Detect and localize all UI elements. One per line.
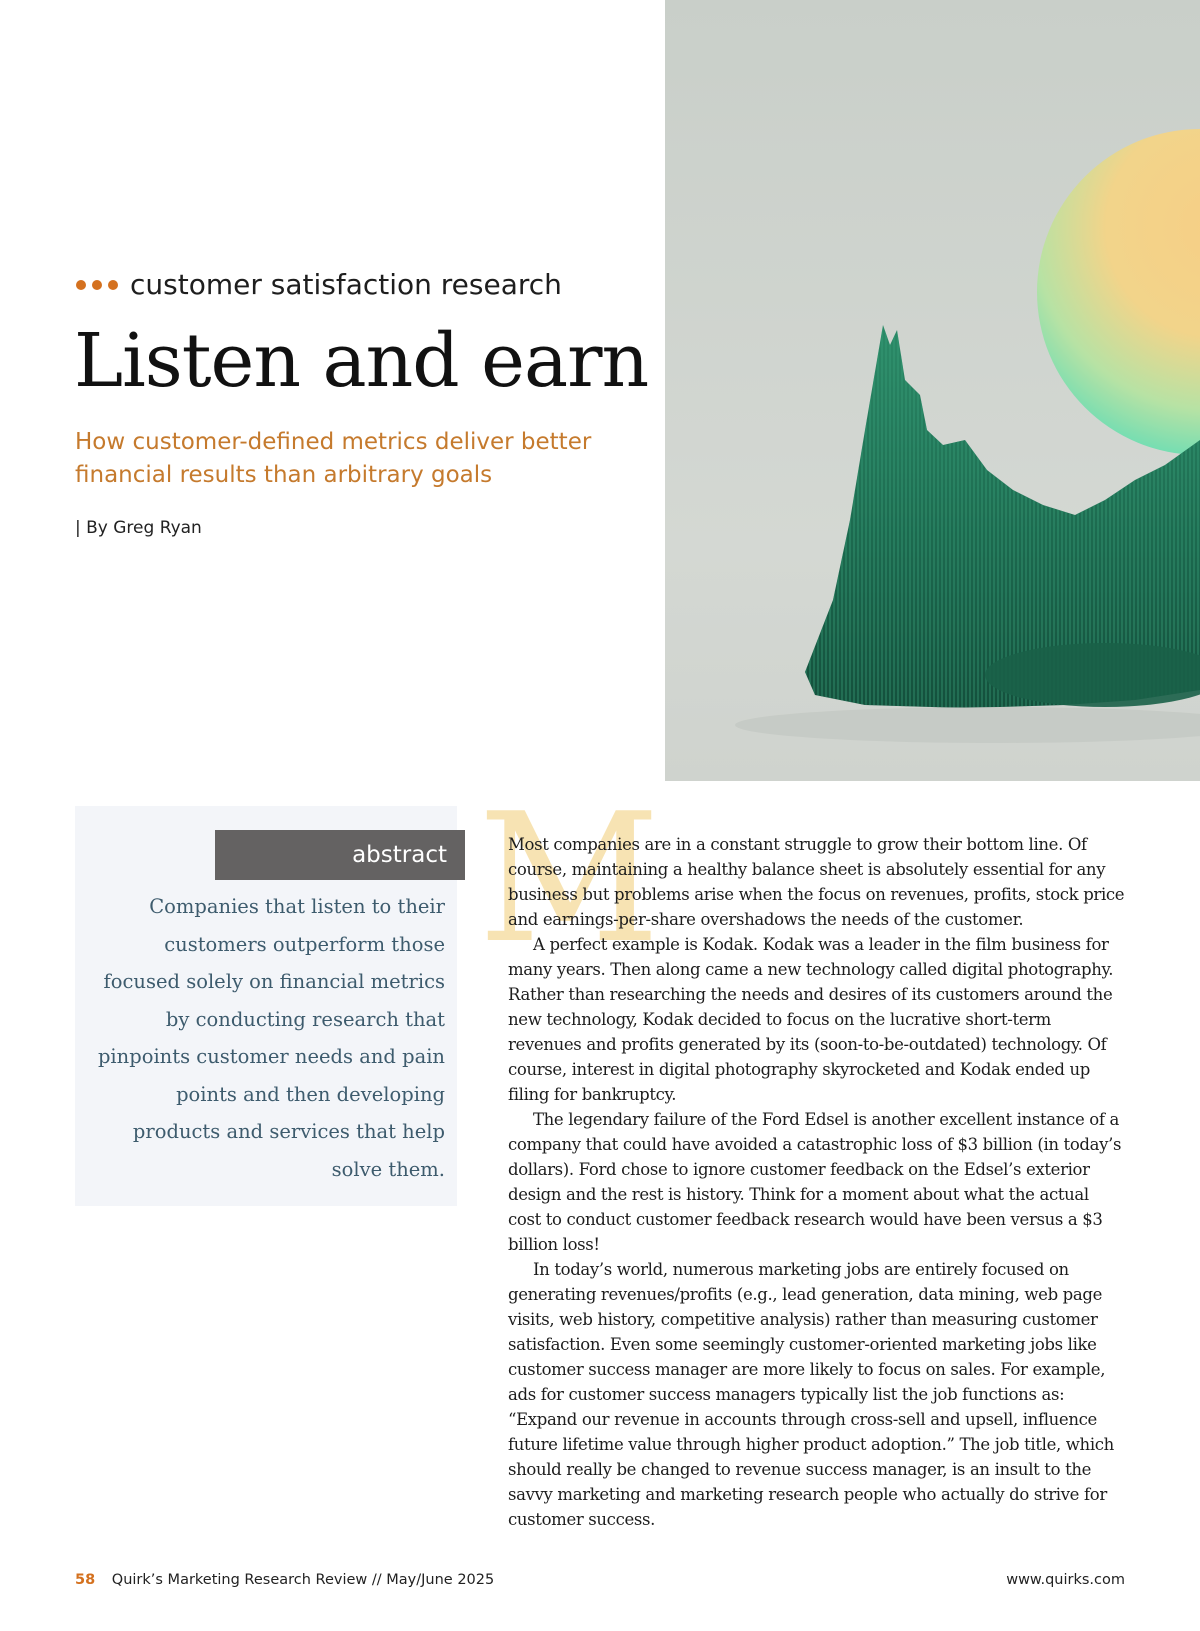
bullet-dots-icon (76, 280, 118, 290)
article-subtitle: How customer-defined metrics deliver better financial results than arbitrary goals (75, 429, 592, 488)
abstract-text: Companies that listen to their customers outperform those focused solely on financial metrics by conducting research that pinpoints customer needs and pain points and then developing products and services that help solve them. (97, 895, 445, 1181)
kicker-text: customer satisfaction research (130, 268, 562, 301)
abstract-label (215, 830, 465, 880)
abstract-label-text: abstract (352, 842, 447, 868)
green-landscape-illustration (665, 0, 1200, 781)
drop-cap: M (478, 775, 661, 982)
sphere-shape (1037, 129, 1200, 455)
body-paragraph: The legendary failure of the Ford Edsel is another excellent instance of a company that could have avoided a catastrophic loss of $3 billion (in today’s dollars). Ford chose to ignore customer feedback on the Edsel’s exterior design and the rest is history. Think for a moment about what the actual cost to conduct customer feedback research would have been versus a $3 billion loss! (508, 1110, 1122, 1254)
author-byline: | By Greg Ryan (75, 518, 202, 538)
publication-name: Quirk’s Marketing Research Review // May/June 2025 (111, 1572, 495, 1588)
hero-illustration (665, 0, 1200, 781)
page-number: 58 (75, 1572, 96, 1588)
article-title: Listen and earn (74, 318, 649, 404)
website-link[interactable]: www.quirks.com (1006, 1572, 1125, 1588)
body-paragraph: In today’s world, numerous marketing jobs are entirely focused on generating revenues/profits (e.g., lead generation, data mining, web page visits, web history, competitive analysis) rather than measuring customer satisfaction. Even some seemingly customer-oriented marketing jobs like customer success manager are more likely to focus on sales. For example, ads for customer success managers typically list the job functions as: “Expand our revenue in accounts through cross-sell and upsell, influence future lifetime value through higher product adoption.” The job title, which should really be changed to revenue success manager, is an insult to the savvy marketing and marketing research people who actually do strive for customer success. (508, 1260, 1114, 1529)
body-paragraph: A perfect example is Kodak. Kodak was a leader in the film business for many years. Then along came a new technology called digital photography. Rather than researching the needs and desires of its customers around the new technology, Kodak decided to focus on the lucrative short-term revenues and profits generated by its (soon-to-be-outdated) technology. Of course, interest in digital photography skyrocketed and Kodak ended up filing for bankruptcy. (508, 935, 1114, 1104)
article-body (508, 832, 1126, 1532)
section-kicker (76, 268, 562, 301)
body-paragraph: Most companies are in a constant struggle to grow their bottom line. Of course, maintaining a healthy balance sheet is absolutely essential for any business but problems arise when the focus on revenues, profits, stock price and earnings-per-share overshadows the needs of the customer. (508, 835, 1125, 929)
page-footer-left (75, 1572, 494, 1588)
